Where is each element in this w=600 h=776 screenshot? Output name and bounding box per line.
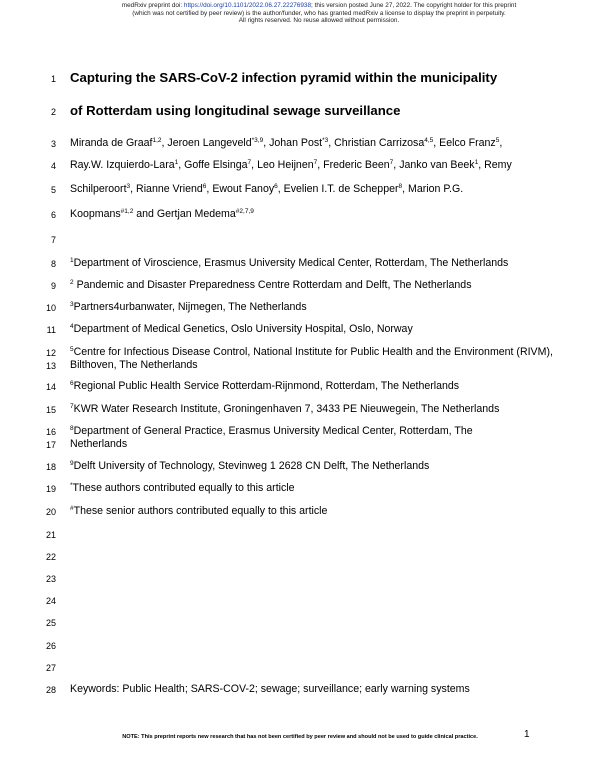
line-number: 20 — [45, 507, 56, 517]
line-number: 27 — [45, 663, 56, 673]
paper-title-line-1: Capturing the SARS-CoV-2 infection pyramid within the municipality — [70, 70, 498, 85]
line-number: 26 — [45, 641, 56, 651]
author-part: Marion P.G. — [408, 183, 464, 195]
line-number: 11 — [46, 325, 56, 335]
author: Leo Heijnen — [257, 159, 314, 171]
line-number: 24 — [45, 596, 56, 606]
line-number: 25 — [45, 618, 56, 628]
author: Rianne Vriend — [136, 183, 203, 195]
affiliation: $^9$Delft University of Technology, Stevinweg 1 2628 CN Delft, The Netherlands — [70, 460, 430, 472]
affiliation: $^5$Centre for Infectious Disease Control, National Institute for Public Health and the Environment (RIVM), Bilthoven, The Netherlands — [70, 346, 553, 371]
line-number: 7 — [50, 235, 56, 245]
line-number: 23 — [45, 574, 56, 584]
paper-title-line-2: of Rotterdam using longitudinal sewage surveillance — [70, 103, 401, 118]
affiliation: $^4$Department of Medical Genetics, Oslo University Hospital, Oslo, Norway — [70, 323, 413, 335]
line-number: 13 — [45, 361, 56, 371]
line-number: 9 — [50, 281, 56, 291]
preprint-header-line-1: medRxiv preprint doi: https://doi.org/10.1101/2022.06.27.22276938; this version posted June 27, 2022. The copyright holder for this preprint — [121, 2, 517, 9]
page-number: 1 — [524, 729, 530, 740]
preprint-header-line-2: (which was not certified by peer review) is the author/funder, who has granted medRxiv a license to display the preprint in perpetuity. — [132, 9, 506, 17]
line-number: 19 — [45, 484, 56, 494]
author-line-2: Ray.W. Izquierdo-Lara$^1$, Goffe Elsinga$^7$, Leo Heijnen$^7$, Frederic Been$^7$, Janko van Beek$^1$, Remy — [70, 159, 512, 171]
author: Gertjan Medema — [156, 208, 236, 220]
line-number: 10 — [45, 303, 56, 313]
author-part: Koopmans — [70, 208, 121, 220]
line-number: 15 — [45, 405, 56, 415]
author: Eelco Franz — [439, 137, 496, 149]
line-number: 17 — [45, 440, 56, 450]
preprint-header — [40, 2, 598, 25]
doi-link[interactable]: https://doi.org/10.1101/2022.06.27.22276938 — [183, 2, 312, 9]
line-number: 22 — [45, 552, 56, 562]
senior-authors-note: #These senior authors contributed equally to this article — [70, 505, 328, 517]
author: Ewout Fanoy — [212, 183, 275, 195]
peer-review-note: NOTE: This preprint reports new research that has not been certified by peer review and should not be used to guide clinical practice. — [122, 734, 478, 740]
equal-contribution-note: *These authors contributed equally to this article — [70, 482, 295, 494]
affiliation: $^2$ Pandemic and Disaster Preparedness Centre Rotterdam and Delft, The Netherlands — [70, 279, 472, 291]
line-number: 21 — [45, 530, 56, 540]
line-number: 5 — [50, 185, 56, 195]
author: Christian Carrizosa — [334, 137, 425, 149]
author: Miranda de Graaf — [70, 137, 153, 149]
line-number: 8 — [50, 259, 56, 269]
line-number: 12 — [45, 348, 56, 358]
affiliation: $^7$KWR Water Research Institute, Groningenhaven 7, 3433 PE Nieuwegein, The Netherlands — [70, 403, 500, 415]
line-number: 4 — [50, 161, 56, 171]
affiliation: $^3$Partners4urbanwater, Nijmegen, The Netherlands — [70, 301, 307, 313]
author: Janko van Beek — [399, 159, 475, 171]
preprint-header-line-3: All rights reserved. No reuse allowed without permission. — [238, 17, 400, 25]
keywords: Keywords: Public Health; SARS-COV-2; sewage; surveillance; early warning systems — [70, 683, 470, 695]
author-part: Remy — [484, 159, 512, 171]
line-number: 16 — [45, 427, 56, 437]
author-part: Schilperoort — [70, 183, 127, 195]
line-number: 1 — [50, 74, 56, 84]
line-number: 14 — [45, 382, 56, 392]
author: Goffe Elsinga — [184, 159, 248, 171]
line-number: 6 — [50, 210, 56, 220]
line-number: 28 — [45, 685, 56, 695]
author: Jeroen Langeveld — [167, 137, 252, 149]
line-number: 3 — [50, 139, 56, 149]
affiliation: $^8$Department of General Practice, Erasmus University Medical Center, Rotterdam, The Netherlands — [70, 425, 473, 450]
author: Johan Post — [269, 137, 323, 149]
author: Frederic Been — [323, 159, 390, 171]
affiliation: $^1$Department of Viroscience, Erasmus University Medical Center, Rotterdam, The Netherlands — [70, 257, 509, 269]
author: Ray.W. Izquierdo-Lara — [70, 159, 175, 171]
line-number: 2 — [50, 107, 56, 117]
author: Evelien I.T. de Schepper — [283, 183, 399, 195]
affiliation: $^6$Regional Public Health Service Rotterdam-Rijnmond, Rotterdam, The Netherlands — [70, 380, 460, 392]
author-line-4: Koopmans$^{\#1,2}$ and Gertjan Medema$^{\#2,7,9}$ — [70, 208, 254, 220]
author-line-3: Schilperoort$^3$, Rianne Vriend$^6$, Ewout Fanoy$^6$, Evelien I.T. de Schepper$^8$, Marion P.G. — [70, 183, 464, 195]
author-line-1: Miranda de Graaf$^{1,2}$, Jeroen Langeveld$^{*3,9}$, Johan Post$^{*3}$, Christian Carrizosa$^{4,5}$, Eelco Franz$^5$, — [70, 137, 503, 149]
line-number: 18 — [45, 462, 56, 472]
